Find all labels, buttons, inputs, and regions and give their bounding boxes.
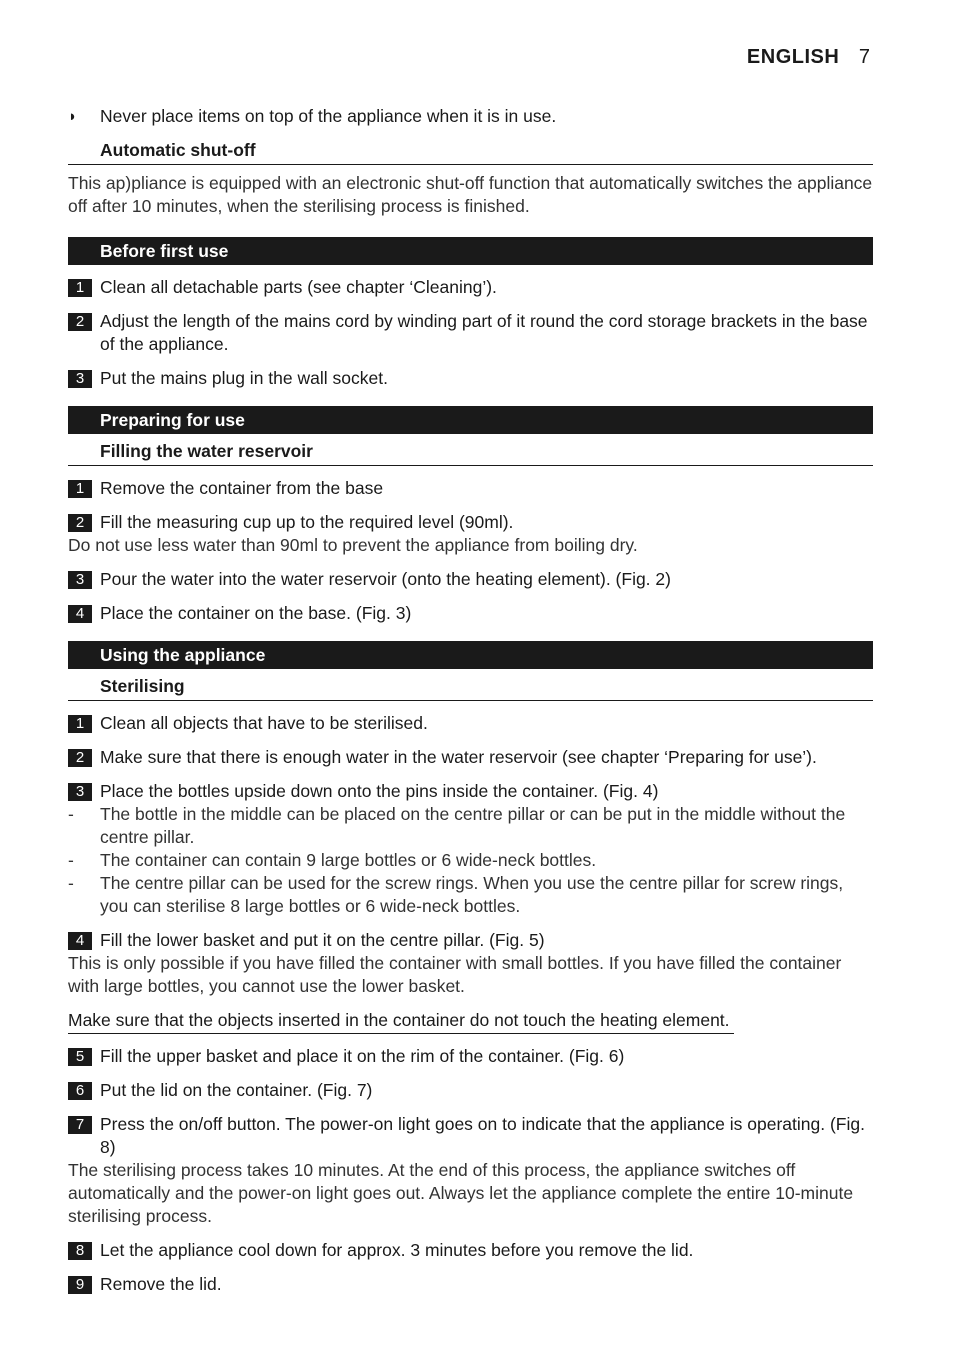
note-text: This is only possible if you have filled the container with small bottles. If you have filled the container with large bottles, you cannot use the lower basket. bbox=[68, 953, 842, 996]
warning-block bbox=[68, 1009, 873, 1034]
step-item: 1 Clean all detachable parts (see chapter ‘Cleaning’). bbox=[68, 276, 873, 299]
step-item: 4 Place the container on the base. (Fig. 3) bbox=[68, 602, 873, 625]
note-text: The sterilising process takes 10 minutes. At the end of this process, the appliance switches off automatically and the power-on light goes out. Always let the appliance complete the entire 10-minute sterilising process. bbox=[68, 1160, 854, 1226]
filling-heading: Filling the water reservoir bbox=[68, 440, 873, 466]
step-number: 5 bbox=[68, 1048, 92, 1066]
step-number: 4 bbox=[68, 932, 92, 950]
step-item: 6 Put the lid on the container. (Fig. 7) bbox=[68, 1079, 873, 1102]
dash-item: - The container can contain 9 large bottles or 6 wide-neck bottles. bbox=[68, 850, 597, 870]
sterilising-heading: Sterilising bbox=[68, 675, 873, 701]
page-content bbox=[68, 105, 873, 1296]
auto-shutoff-text: This ap)pliance is equipped with an electronic shut-off function that automatically switches the appliance off after 10 minutes, when the sterilising process is finished. bbox=[68, 173, 873, 216]
note-text: Do not use less water than 90ml to prevent the appliance from boiling dry. bbox=[68, 535, 638, 555]
step-number: 7 bbox=[68, 1116, 92, 1134]
step-item: 3 Place the bottles upside down onto the pins inside the container. (Fig. 4) bbox=[68, 780, 873, 803]
step-number: 2 bbox=[68, 749, 92, 767]
step-item: 9 Remove the lid. bbox=[68, 1273, 873, 1296]
step-item: 1 Clean all objects that have to be sterilised. bbox=[68, 712, 873, 735]
dash-item: - The bottle in the middle can be placed on the centre pillar or can be put in the middle without the centre pillar. bbox=[68, 804, 846, 847]
step-item: 2 Make sure that there is enough water in the water reservoir (see chapter ‘Preparing for use’). bbox=[68, 746, 873, 769]
step-item: 2 Fill the measuring cup up to the required level (90ml). bbox=[68, 511, 873, 534]
step-number: 9 bbox=[68, 1276, 92, 1294]
step-item: 2 Adjust the length of the mains cord by winding part of it round the cord storage brackets in the base of the appliance. bbox=[68, 310, 873, 356]
step-item: 7 Press the on/off button. The power-on light goes on to indicate that the appliance is operating. (Fig. 8) bbox=[68, 1113, 873, 1159]
section-heading-preparing: Preparing for use bbox=[68, 406, 873, 434]
step-number: 3 bbox=[68, 783, 92, 801]
step-number: 4 bbox=[68, 605, 92, 623]
step-item: 3 Put the mains plug in the wall socket. bbox=[68, 367, 873, 390]
bullet-icon: ◗ bbox=[68, 108, 78, 125]
auto-shutoff-heading: Automatic shut-off bbox=[68, 139, 873, 165]
language-label: ENGLISH bbox=[746, 46, 840, 68]
step-number: 8 bbox=[68, 1242, 92, 1260]
page-header bbox=[747, 46, 870, 69]
step-number: 2 bbox=[68, 514, 92, 532]
section-heading-before-first-use: Before first use bbox=[68, 237, 873, 265]
step-number: 2 bbox=[68, 313, 92, 331]
section-heading-using: Using the appliance bbox=[68, 641, 873, 669]
step-item: 1 Remove the container from the base bbox=[68, 477, 873, 500]
step-item: 8 Let the appliance cool down for approx. 3 minutes before you remove the lid. bbox=[68, 1239, 873, 1262]
intro-bullet: ◗ Never place items on top of the appliance when it is in use. bbox=[68, 106, 557, 126]
step-number: 6 bbox=[68, 1082, 92, 1100]
step-item: 5 Fill the upper basket and place it on the rim of the container. (Fig. 6) bbox=[68, 1045, 873, 1068]
step-number: 1 bbox=[68, 715, 92, 733]
step-item: 4 Fill the lower basket and put it on the centre pillar. (Fig. 5) bbox=[68, 929, 873, 952]
step-number: 1 bbox=[68, 480, 92, 498]
warning-text: Make sure that the objects inserted in the container do not touch the heating element. bbox=[68, 1009, 734, 1034]
step-number: 3 bbox=[68, 370, 92, 388]
step-number: 1 bbox=[68, 279, 92, 297]
step-number: 3 bbox=[68, 571, 92, 589]
step-item: 3 Pour the water into the water reservoir (onto the heating element). (Fig. 2) bbox=[68, 568, 873, 591]
page-number: 7 bbox=[858, 46, 870, 68]
dash-item: - The centre pillar can be used for the screw rings. When you use the centre pillar for screw rings, you can sterilise 8 large bottles or 6 wide-neck bottles. bbox=[68, 873, 844, 916]
